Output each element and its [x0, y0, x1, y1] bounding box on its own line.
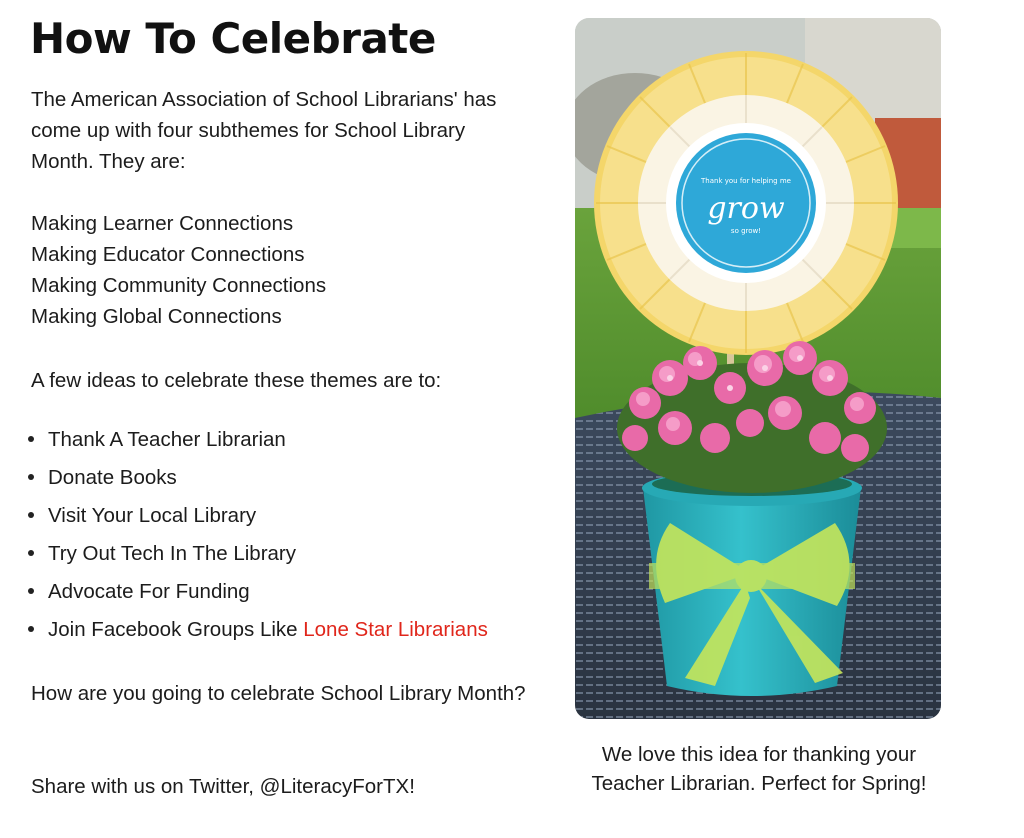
- page-title: How To Celebrate: [30, 14, 436, 63]
- theme-item: Making Educator Connections: [31, 243, 305, 266]
- idea-text: Try Out Tech In The Library: [48, 542, 297, 565]
- list-item: [48, 538, 488, 576]
- share-line: Share with us on Twitter, @LiteracyForTX!: [31, 775, 415, 798]
- themes-list: [31, 208, 326, 332]
- idea-text: Thank A Teacher Librarian: [48, 428, 286, 451]
- idea-text: Visit Your Local Library: [48, 504, 257, 527]
- list-item: [48, 576, 488, 614]
- photo-caption: We love this idea for thanking your Teacher Librarian. Perfect for Spring!: [591, 743, 927, 795]
- ideas-intro: A few ideas to celebrate these themes are to:: [31, 369, 442, 392]
- idea-text: Join Facebook Groups Like: [48, 618, 304, 641]
- theme-item: Making Learner Connections: [31, 212, 294, 235]
- ideas-list: [48, 424, 488, 652]
- list-item: [48, 462, 488, 500]
- idea-text: Donate Books: [48, 466, 177, 489]
- list-item: [48, 614, 488, 652]
- badge-small-text: Thank you for helping me: [701, 177, 791, 185]
- intro-paragraph: The American Association of School Librarians' has come up with four subthemes for School Library Month. They are:: [31, 88, 497, 173]
- badge-word: grow: [707, 191, 785, 226]
- badge-small-text: so grow!: [730, 227, 762, 235]
- lone-star-librarians-link[interactable]: Lone Star Librarians: [303, 618, 488, 641]
- theme-item: Making Community Connections: [31, 274, 327, 297]
- question-paragraph: How are you going to celebrate School Library Month?: [31, 682, 526, 705]
- theme-item: Making Global Connections: [31, 305, 282, 328]
- rosette-badge: [594, 51, 898, 355]
- list-item: [48, 500, 488, 538]
- idea-text: Advocate For Funding: [48, 580, 250, 603]
- flower-pot-photo: [575, 18, 941, 719]
- list-item: [48, 424, 488, 462]
